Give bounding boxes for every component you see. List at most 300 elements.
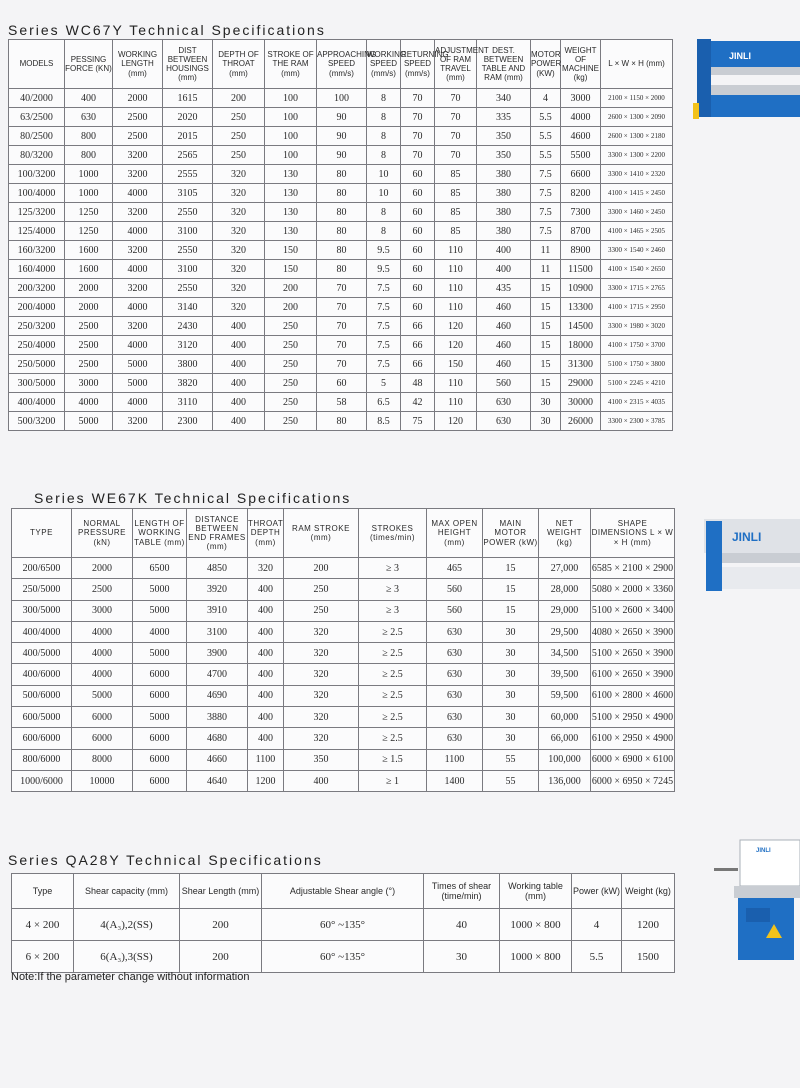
- table-cell: 30: [424, 941, 500, 973]
- table-cell: 380: [477, 222, 531, 241]
- table-cell: 320: [284, 643, 359, 664]
- table-cell: 4080 × 2650 × 3900: [591, 621, 675, 642]
- table-cell: 8: [367, 108, 401, 127]
- table-cell: 30: [483, 621, 539, 642]
- table-cell: 6.5: [367, 393, 401, 412]
- we67k-header-cell: STROKES (times/min): [359, 509, 427, 558]
- table-cell: 460: [477, 317, 531, 336]
- table-cell: 5000: [72, 685, 133, 706]
- table-cell: 4680: [187, 728, 248, 749]
- table-cell: 60: [401, 184, 435, 203]
- table-cell: 250/5000: [9, 355, 65, 374]
- table-row: [9, 412, 673, 431]
- table-row: [9, 89, 673, 108]
- table-cell: 5100 × 1750 × 3800: [601, 355, 673, 374]
- table-cell: 1615: [163, 89, 213, 108]
- table-cell: 3200: [113, 146, 163, 165]
- table-cell: 2555: [163, 165, 213, 184]
- table-cell: 15: [531, 374, 561, 393]
- table-cell: 59,500: [539, 685, 591, 706]
- table-cell: 7.5: [531, 165, 561, 184]
- table-cell: 15: [531, 279, 561, 298]
- table-cell: 130: [265, 222, 317, 241]
- wc67y-header-cell: STROKE OF THE RAM (mm): [265, 40, 317, 89]
- table-cell: 6000 × 6950 × 7245: [591, 770, 675, 791]
- table-cell: 250: [265, 412, 317, 431]
- table-cell: 4700: [187, 664, 248, 685]
- table-cell: 4000: [65, 393, 113, 412]
- machine-body: [738, 898, 794, 960]
- table-cell: 2500: [113, 108, 163, 127]
- table-cell: 250: [265, 317, 317, 336]
- table-cell: 6000: [133, 685, 187, 706]
- table-cell: 320: [284, 621, 359, 642]
- qa28y-header-cell: Power (kW): [572, 874, 622, 909]
- table-row: [9, 241, 673, 260]
- table-cell: 320: [213, 298, 265, 317]
- table-cell: 400: [248, 707, 284, 728]
- table-cell: 200: [180, 909, 262, 941]
- table-cell: 3200: [113, 165, 163, 184]
- table-cell: 60,000: [539, 707, 591, 728]
- table-cell: 100: [317, 89, 367, 108]
- table-cell: 600/5000: [12, 707, 72, 728]
- table-cell: 160/4000: [9, 260, 65, 279]
- table-cell: 250: [265, 336, 317, 355]
- table-cell: 110: [435, 241, 477, 260]
- table-cell: 1250: [65, 222, 113, 241]
- table-cell: 4100 × 2315 × 4035: [601, 393, 673, 412]
- table-cell: 320: [213, 241, 265, 260]
- table-cell: 80: [317, 165, 367, 184]
- table-cell: 4850: [187, 558, 248, 579]
- table-cell: 6000: [133, 728, 187, 749]
- table-cell: 630: [427, 728, 483, 749]
- qa28y-header-cell: Shear Length (mm): [180, 874, 262, 909]
- table-cell: 1400: [427, 770, 483, 791]
- table-cell: 70: [401, 89, 435, 108]
- table-cell: 460: [477, 336, 531, 355]
- table-cell: 560: [427, 600, 483, 621]
- table-cell: 560: [427, 579, 483, 600]
- table-cell: 4: [572, 909, 622, 941]
- brand-logo-3: JINLI: [756, 848, 771, 854]
- we67k-header-row: [12, 509, 675, 558]
- table-cell: 7.5: [531, 184, 561, 203]
- table-cell: 90: [317, 146, 367, 165]
- table-cell: 100,000: [539, 749, 591, 770]
- shearing-machine-qa28y-image: [704, 838, 800, 968]
- table-cell: 320: [284, 728, 359, 749]
- table-cell: 60: [401, 165, 435, 184]
- table-cell: 120: [435, 317, 477, 336]
- table-cell: 250/4000: [9, 336, 65, 355]
- table-cell: 110: [435, 279, 477, 298]
- table-row: [12, 941, 675, 973]
- table-cell: 10: [367, 165, 401, 184]
- table-cell: 6585 × 2100 × 2900: [591, 558, 675, 579]
- table-cell: 4660: [187, 749, 248, 770]
- press-brake-wc67y-image: [693, 35, 800, 125]
- table-cell: 630: [427, 707, 483, 728]
- table-cell: 250: [284, 579, 359, 600]
- table-cell: 1200: [622, 909, 675, 941]
- table-cell: 100/4000: [9, 184, 65, 203]
- table-cell: 60: [401, 279, 435, 298]
- table-cell: 70: [401, 146, 435, 165]
- table-cell: ≥ 1.5: [359, 749, 427, 770]
- table-cell: 380: [477, 203, 531, 222]
- table-cell: 2600 × 1300 × 2090: [601, 108, 673, 127]
- wc67y-header-cell: APPROACHING SPEED (mm/s): [317, 40, 367, 89]
- table-cell: 300/5000: [12, 600, 72, 621]
- table-cell: 6000: [133, 664, 187, 685]
- table-cell: 400: [213, 412, 265, 431]
- table-cell: 435: [477, 279, 531, 298]
- machine-base: [722, 567, 800, 589]
- table-cell: 2550: [163, 279, 213, 298]
- wc67y-header-cell: MOTOR POWER (KW): [531, 40, 561, 89]
- table-cell: 1000 × 800: [500, 909, 572, 941]
- table-cell: 4000: [113, 184, 163, 203]
- brand-logo-1: JINLI: [729, 51, 752, 61]
- table-cell: 80: [317, 203, 367, 222]
- table-cell: 80: [317, 222, 367, 241]
- table-cell: 350: [477, 146, 531, 165]
- warning-label: [693, 103, 699, 119]
- table-cell: 70: [435, 108, 477, 127]
- we67k-section-title: Series WE67K Technical Specifications: [34, 490, 352, 506]
- table-cell: 300/5000: [9, 374, 65, 393]
- table-cell: 5: [367, 374, 401, 393]
- table-row: [12, 707, 675, 728]
- table-cell: 4000: [72, 643, 133, 664]
- table-cell: 11500: [561, 260, 601, 279]
- table-cell: 11: [531, 241, 561, 260]
- table-cell: 30: [483, 728, 539, 749]
- table-cell: 125/3200: [9, 203, 65, 222]
- table-cell: 80/3200: [9, 146, 65, 165]
- table-cell: 380: [477, 165, 531, 184]
- table-cell: 4000: [113, 222, 163, 241]
- footnote: Note:If the parameter change without information: [11, 971, 250, 983]
- table-cell: 4000: [113, 336, 163, 355]
- table-cell: 3910: [187, 600, 248, 621]
- table-cell: 3200: [113, 317, 163, 336]
- table-cell: 8: [367, 146, 401, 165]
- table-cell: 800/6000: [12, 749, 72, 770]
- table-cell: ≥ 2.5: [359, 728, 427, 749]
- table-cell: 70: [317, 279, 367, 298]
- we67k-spec-table: [11, 508, 675, 792]
- table-cell: 2000: [113, 89, 163, 108]
- table-cell: 600/6000: [12, 728, 72, 749]
- table-cell: 160/3200: [9, 241, 65, 260]
- table-cell: 31300: [561, 355, 601, 374]
- table-cell: 15: [531, 298, 561, 317]
- table-cell: 6100 × 2800 × 4600: [591, 685, 675, 706]
- table-cell: 10900: [561, 279, 601, 298]
- table-cell: 8: [367, 89, 401, 108]
- table-cell: 460: [477, 298, 531, 317]
- table-row: [12, 909, 675, 941]
- table-cell: 3300 × 2300 × 3785: [601, 412, 673, 431]
- table-cell: 4100 × 1540 × 2650: [601, 260, 673, 279]
- table-cell: 125/4000: [9, 222, 65, 241]
- table-cell: 7.5: [367, 336, 401, 355]
- table-cell: 5000: [65, 412, 113, 431]
- table-row: [12, 685, 675, 706]
- table-cell: 6100 × 2650 × 3900: [591, 664, 675, 685]
- table-cell: ≥ 2.5: [359, 685, 427, 706]
- table-cell: 5.5: [572, 941, 622, 973]
- machine-base: [711, 95, 800, 117]
- wc67y-header-row: [9, 40, 673, 89]
- table-cell: 30: [483, 664, 539, 685]
- wc67y-header-cell: DEPTH OF THROAT (mm): [213, 40, 265, 89]
- table-cell: 110: [435, 393, 477, 412]
- table-cell: 7.5: [367, 317, 401, 336]
- table-cell: 110: [435, 374, 477, 393]
- machine-table: [734, 886, 800, 898]
- table-cell: 30: [531, 412, 561, 431]
- table-cell: 320: [213, 279, 265, 298]
- table-cell: 3200: [113, 412, 163, 431]
- table-cell: 3200: [113, 241, 163, 260]
- table-cell: 320: [284, 685, 359, 706]
- table-cell: 10: [367, 184, 401, 203]
- table-cell: 2500: [65, 336, 113, 355]
- qa28y-header-cell: Shear capacity (mm): [74, 874, 180, 909]
- table-cell: 400: [213, 317, 265, 336]
- table-cell: 2300: [163, 412, 213, 431]
- table-cell: 1600: [65, 241, 113, 260]
- table-cell: 400: [284, 770, 359, 791]
- table-cell: 100: [265, 146, 317, 165]
- table-cell: 1000 × 800: [500, 941, 572, 973]
- table-cell: 2000: [65, 298, 113, 317]
- table-cell: 48: [401, 374, 435, 393]
- table-cell: 63/2500: [9, 108, 65, 127]
- table-cell: 250: [213, 146, 265, 165]
- table-cell: 320: [213, 165, 265, 184]
- table-cell: 400: [65, 89, 113, 108]
- table-cell: 7.5: [367, 355, 401, 374]
- table-cell: 200: [284, 558, 359, 579]
- table-cell: 4100 × 1750 × 3700: [601, 336, 673, 355]
- table-cell: 400: [477, 241, 531, 260]
- table-cell: 8900: [561, 241, 601, 260]
- table-cell: ≥ 1: [359, 770, 427, 791]
- qa28y-header-cell: Times of shear (time/min): [424, 874, 500, 909]
- table-cell: 1000: [65, 184, 113, 203]
- table-cell: 5000: [113, 374, 163, 393]
- table-cell: 5000: [133, 600, 187, 621]
- table-cell: 340: [477, 89, 531, 108]
- table-cell: 320: [284, 664, 359, 685]
- we67k-header-cell: LENGTH OF WORKING TABLE (mm): [133, 509, 187, 558]
- table-cell: 200: [265, 279, 317, 298]
- table-cell: 66: [401, 317, 435, 336]
- table-cell: 70: [401, 108, 435, 127]
- qa28y-header-cell: Type: [12, 874, 74, 909]
- table-cell: ≥ 3: [359, 579, 427, 600]
- table-cell: 3105: [163, 184, 213, 203]
- table-row: [9, 279, 673, 298]
- table-cell: 70: [435, 146, 477, 165]
- wc67y-spec-table: [8, 39, 673, 431]
- table-cell: 3880: [187, 707, 248, 728]
- table-cell: 400/5000: [12, 643, 72, 664]
- table-cell: 2600 × 1300 × 2180: [601, 127, 673, 146]
- table-cell: 60° ~135°: [262, 909, 424, 941]
- table-cell: 30: [483, 685, 539, 706]
- table-cell: 1100: [248, 749, 284, 770]
- table-cell: 13300: [561, 298, 601, 317]
- table-cell: 8000: [72, 749, 133, 770]
- qa28y-table-body: [12, 909, 675, 973]
- table-cell: 1000: [65, 165, 113, 184]
- table-cell: 2500: [65, 355, 113, 374]
- table-cell: 40: [424, 909, 500, 941]
- wc67y-header-cell: L × W × H (mm): [601, 40, 673, 89]
- table-row: [9, 393, 673, 412]
- table-cell: 250: [265, 355, 317, 374]
- table-cell: ≥ 3: [359, 600, 427, 621]
- table-cell: 28,000: [539, 579, 591, 600]
- table-cell: 250: [213, 127, 265, 146]
- machine-ram: [722, 553, 800, 563]
- table-cell: 5000: [133, 707, 187, 728]
- table-row: [9, 184, 673, 203]
- table-cell: 75: [401, 412, 435, 431]
- table-row: [12, 770, 675, 791]
- we67k-header-cell: THROAT DEPTH (mm): [248, 509, 284, 558]
- table-cell: 200/6500: [12, 558, 72, 579]
- table-cell: 29,000: [539, 600, 591, 621]
- table-cell: 3300 × 1980 × 3020: [601, 317, 673, 336]
- table-cell: 30: [483, 707, 539, 728]
- table-cell: 1000/6000: [12, 770, 72, 791]
- table-cell: 136,000: [539, 770, 591, 791]
- control-panel: [746, 908, 770, 922]
- table-cell: 150: [265, 241, 317, 260]
- table-cell: ≥ 2.5: [359, 643, 427, 664]
- table-cell: 5080 × 2000 × 3360: [591, 579, 675, 600]
- table-cell: 400: [213, 336, 265, 355]
- table-cell: 3300 × 1540 × 2460: [601, 241, 673, 260]
- table-cell: 6600: [561, 165, 601, 184]
- table-cell: 18000: [561, 336, 601, 355]
- wc67y-header-cell: RETURNING SPEED (mm/s): [401, 40, 435, 89]
- table-cell: 400: [213, 355, 265, 374]
- table-row: [9, 127, 673, 146]
- table-cell: 5000: [113, 355, 163, 374]
- table-cell: 30000: [561, 393, 601, 412]
- table-cell: 130: [265, 184, 317, 203]
- table-cell: 3120: [163, 336, 213, 355]
- table-cell: 335: [477, 108, 531, 127]
- table-cell: 400: [213, 374, 265, 393]
- table-cell: 120: [435, 412, 477, 431]
- qa28y-header-row: [12, 874, 675, 909]
- table-cell: 630: [477, 393, 531, 412]
- table-cell: 630: [427, 664, 483, 685]
- table-row: [9, 317, 673, 336]
- table-cell: 400: [248, 664, 284, 685]
- table-cell: 80: [317, 241, 367, 260]
- table-cell: 1200: [248, 770, 284, 791]
- table-cell: 7.5: [531, 203, 561, 222]
- table-cell: 7.5: [531, 222, 561, 241]
- support-arm: [714, 868, 738, 871]
- table-cell: 200/3200: [9, 279, 65, 298]
- table-cell: 250: [265, 393, 317, 412]
- table-cell: 80: [317, 260, 367, 279]
- table-cell: 4100 × 1415 × 2450: [601, 184, 673, 203]
- brand-logo-2: JINLI: [732, 530, 762, 544]
- table-cell: 5100 × 2650 × 3900: [591, 643, 675, 664]
- table-cell: 8: [367, 203, 401, 222]
- wc67y-header-cell: WORKING SPEED (mm/s): [367, 40, 401, 89]
- we67k-header-cell: MAIN MOTOR POWER (kW): [483, 509, 539, 558]
- table-cell: 1600: [65, 260, 113, 279]
- table-row: [12, 579, 675, 600]
- table-row: [9, 203, 673, 222]
- table-cell: ≥ 2.5: [359, 707, 427, 728]
- table-cell: 15: [483, 579, 539, 600]
- table-cell: 70: [435, 89, 477, 108]
- table-cell: 3100: [163, 222, 213, 241]
- table-cell: 5.5: [531, 127, 561, 146]
- we67k-header-cell: SHAPE DIMENSIONS L × W × H (mm): [591, 509, 675, 558]
- table-cell: 11: [531, 260, 561, 279]
- table-cell: 400: [248, 728, 284, 749]
- table-cell: 400/6000: [12, 664, 72, 685]
- table-cell: 400: [248, 600, 284, 621]
- wc67y-header-cell: ADJUSTMENT OF RAM TRAVEL (mm): [435, 40, 477, 89]
- table-cell: 90: [317, 127, 367, 146]
- table-cell: 400/4000: [12, 621, 72, 642]
- table-cell: 85: [435, 203, 477, 222]
- table-cell: 3800: [163, 355, 213, 374]
- table-cell: 66: [401, 355, 435, 374]
- table-cell: 1100: [427, 749, 483, 770]
- table-cell: 4600: [561, 127, 601, 146]
- table-cell: 500/6000: [12, 685, 72, 706]
- table-cell: 250/5000: [12, 579, 72, 600]
- table-cell: 4100 × 1715 × 2950: [601, 298, 673, 317]
- table-row: [9, 336, 673, 355]
- table-cell: 400: [248, 621, 284, 642]
- table-cell: 800: [65, 146, 113, 165]
- table-cell: 2550: [163, 241, 213, 260]
- table-cell: 5000: [133, 579, 187, 600]
- table-cell: 630: [427, 643, 483, 664]
- table-cell: 3100: [163, 260, 213, 279]
- table-cell: 30: [483, 643, 539, 664]
- table-cell: 80: [317, 184, 367, 203]
- table-cell: 200: [213, 89, 265, 108]
- table-cell: 42: [401, 393, 435, 412]
- table-row: [12, 600, 675, 621]
- table-cell: 150: [265, 260, 317, 279]
- table-cell: 6000: [72, 707, 133, 728]
- table-cell: 60: [401, 222, 435, 241]
- table-cell: 7.5: [367, 298, 401, 317]
- table-cell: 320: [213, 260, 265, 279]
- table-cell: 4000: [561, 108, 601, 127]
